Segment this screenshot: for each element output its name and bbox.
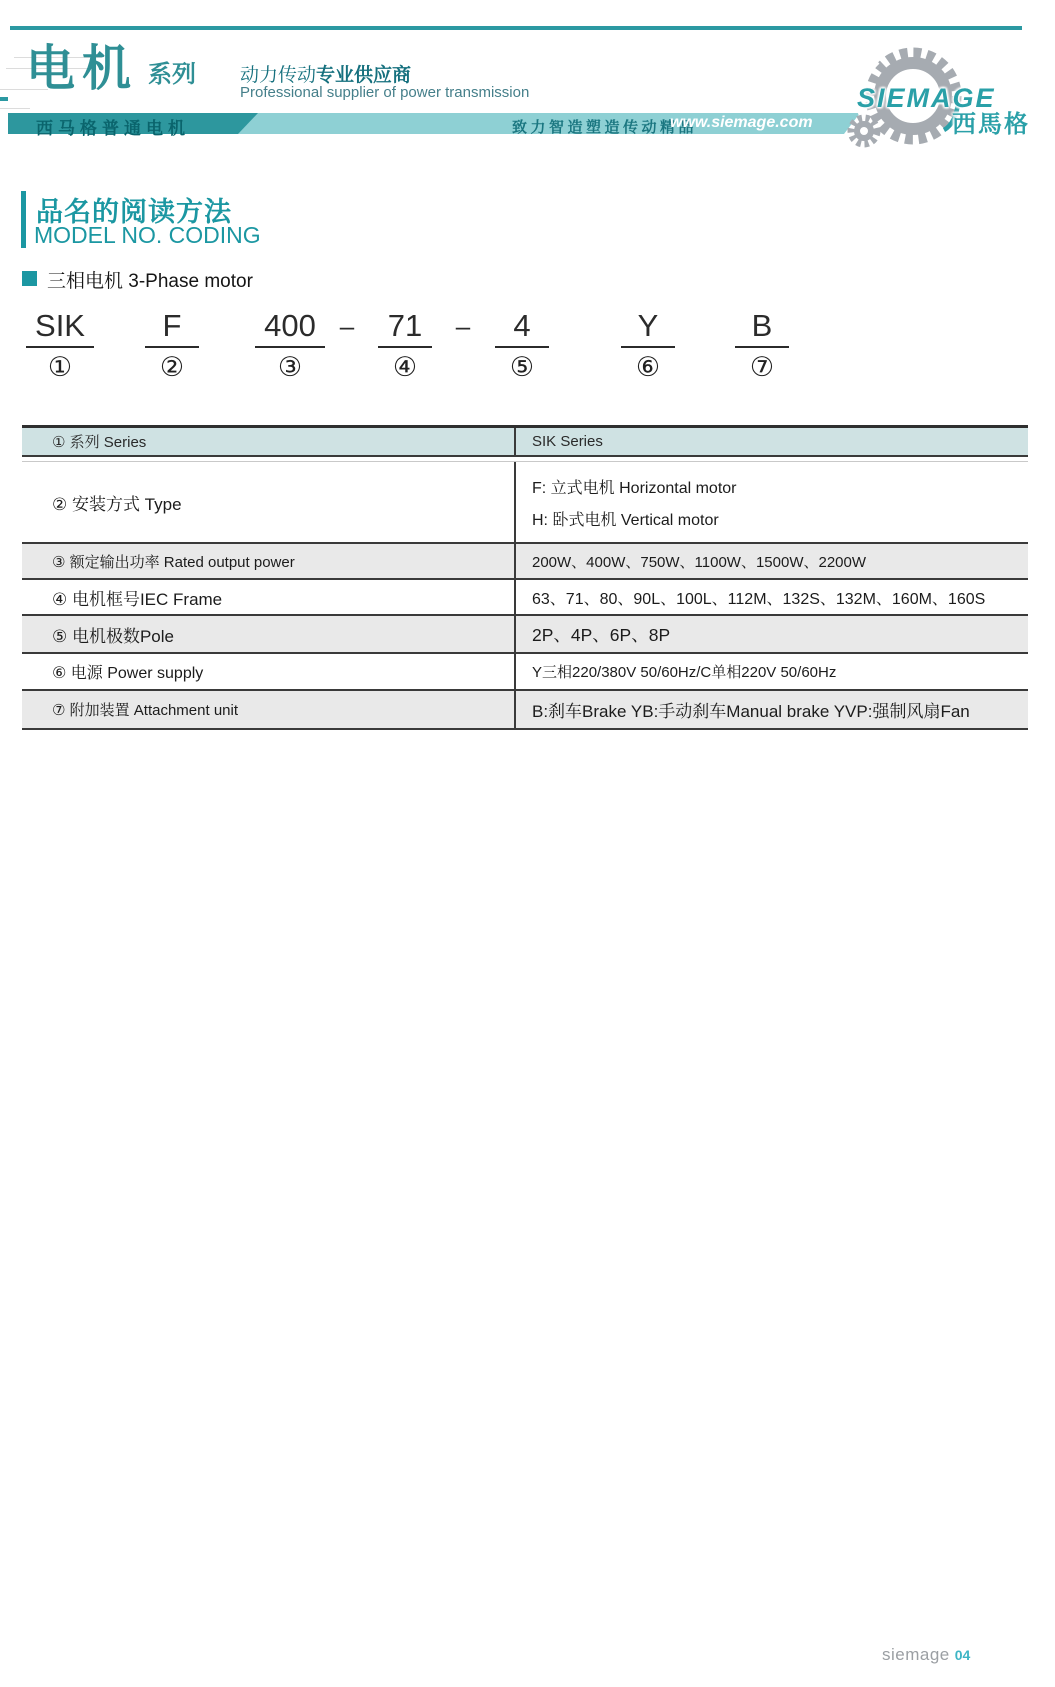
section-title-bar (21, 191, 26, 248)
table-row-value: B:刹车Brake YB:手动刹车Manual brake YVP:强制风扇Fan (532, 702, 970, 721)
brand-title (26, 41, 197, 96)
model-code-index: ⑥ (635, 352, 661, 382)
model-code-segment: 71 (378, 306, 432, 348)
table-row-value-line: H: 卧式电机 Vertical motor (532, 511, 719, 529)
table-row-attachment-unit (22, 691, 1028, 730)
model-code-group (477, 306, 567, 381)
table-row-label: ③ 额定输出功率 Rated output power (22, 544, 516, 578)
table-row-label: ⑥ 电源 Power supply (22, 654, 516, 689)
table-row-label: ④ 电机框号IEC Frame (22, 580, 516, 614)
brand-title-suffix: 系列 (148, 61, 197, 88)
model-code-segment: 4 (495, 306, 549, 348)
table-row-iec-frame (22, 580, 1028, 616)
table-row-value: 200W、400W、750W、1100W、1500W、2200W (532, 553, 867, 571)
logo-wordmark-zh: 西馬格 (952, 112, 1030, 138)
model-code-segment: SIK (26, 306, 94, 348)
top-rule (10, 26, 1022, 30)
model-code-segment: F (145, 306, 199, 348)
table-row-value: 2P、4P、6P、8P (532, 624, 671, 645)
table-row-label: ② 安装方式 Type (22, 462, 516, 542)
table-row-pole (22, 616, 1028, 654)
model-code-index: ① (47, 352, 73, 382)
tagline-zh-regular: 动力传动 (240, 65, 317, 86)
table-row-label: ⑤ 电机极数Pole (22, 616, 516, 652)
banner-subtitle: 西马格普通电机 (36, 119, 190, 138)
table-row-value: SIK Series (532, 433, 603, 450)
table-row-type (22, 462, 1028, 544)
model-code-segment: 400 (255, 306, 325, 348)
footer-brand: siemage (882, 1645, 950, 1664)
model-coding-table (22, 425, 1028, 730)
table-row-label: ⑦ 附加装置 Attachment unit (22, 691, 516, 728)
model-code-segment: Y (621, 306, 675, 348)
model-code-group (15, 306, 105, 381)
tagline-zh (240, 60, 411, 87)
decor-line (0, 108, 30, 109)
section-title-zh: 品名的阅读方法 (36, 197, 232, 227)
table-row-value-line: F: 立式电机 Horizontal motor (532, 479, 737, 497)
model-code-separator: – (339, 311, 355, 341)
model-code-group (603, 306, 693, 381)
brand-title-zh: 电机 (26, 41, 139, 96)
table-row-power-supply (22, 654, 1028, 691)
model-code-index: ② (159, 352, 185, 382)
section-title-en: MODEL NO. CODING (34, 222, 261, 248)
page-footer (882, 1645, 970, 1665)
model-code-separator: – (455, 311, 471, 341)
model-code-index: ③ (277, 352, 303, 382)
logo-wordmark: SIEMAGE (857, 83, 996, 113)
tagline-en: Professional supplier of power transmission (240, 84, 530, 101)
banner-slogan: 致力智造塑造传动精品 (512, 119, 698, 136)
model-code-group (127, 306, 217, 381)
decor-teal-tick (0, 97, 8, 101)
model-code-index: ⑤ (509, 352, 535, 382)
model-code-group (360, 306, 450, 381)
table-row-rated-output-power (22, 544, 1028, 580)
subsection-bullet (22, 271, 37, 286)
model-code-group (245, 306, 335, 381)
banner-website-url: www.siemage.com (670, 114, 813, 131)
model-code-index: ④ (392, 352, 418, 382)
table-row-label: ① 系列 Series (22, 428, 516, 455)
model-code-group (717, 306, 807, 381)
table-row-series (22, 428, 1028, 457)
footer-page-number: 04 (954, 1647, 971, 1663)
model-code-segment: B (735, 306, 789, 348)
tagline-zh-bold: 专业供应商 (316, 65, 412, 86)
model-code-index: ⑦ (749, 352, 775, 382)
table-row-value: 63、71、80、90L、100L、112M、132S、132M、160M、160S (532, 590, 986, 608)
table-row-value: Y三相220/380V 50/60Hz/C单相220V 50/60Hz (532, 664, 837, 681)
subsection-label: 三相电机 3-Phase motor (47, 271, 253, 292)
